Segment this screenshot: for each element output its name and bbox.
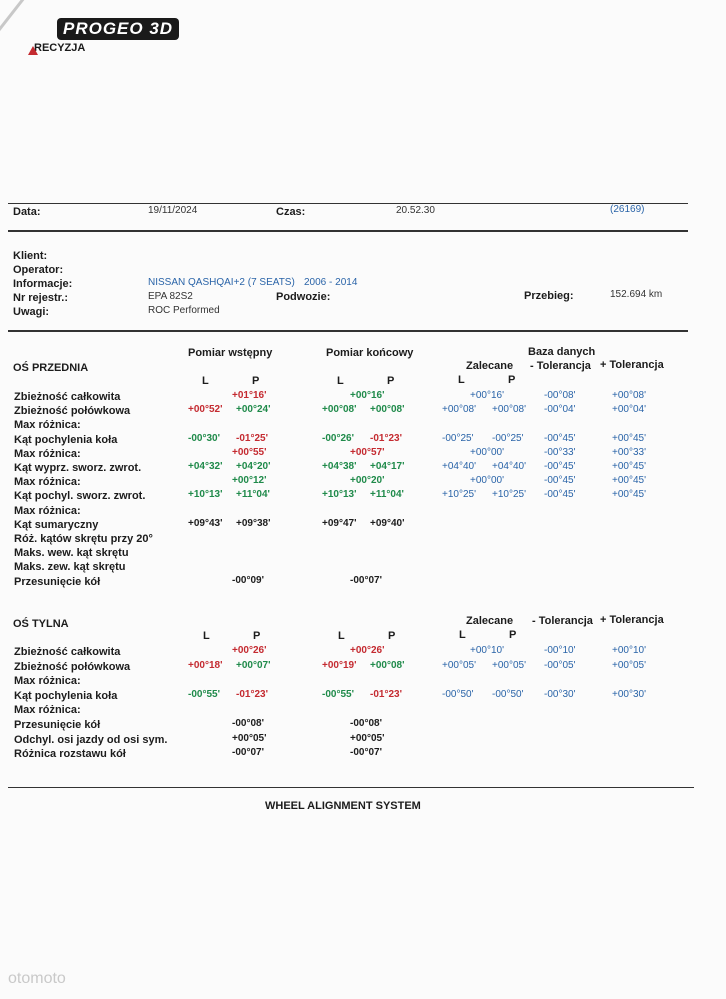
rear-initial-left: +00°18' [188,659,223,671]
rear-tolerance-plus: +00°30' [612,688,646,700]
front-init-p-header: P [252,375,260,387]
front-initial-left: +09°43' [188,517,223,529]
rear-recommended-left: -00°50' [442,688,474,700]
front-row-label: Max różnica: [14,419,81,432]
front-recommended-right: +04°40' [492,461,526,472]
date-value: 19/11/2024 [148,205,198,216]
notes-label: Uwagi: [13,306,50,318]
rear-row-label: Zbieżność połówkowa [14,660,131,673]
progeo-logo [57,18,174,40]
front-rec-p-header: P [508,374,516,386]
front-tolerance-minus: -00°45' [544,475,576,487]
front-initial-left: +00°52' [188,404,223,416]
front-row-label: Max różnica: [14,504,81,517]
rear-rec-l-header: L [459,629,466,641]
rear-final-right: -01°23' [370,688,402,700]
front-row-label: Max różnica: [14,447,81,460]
front-tolerance-minus: -00°45' [544,432,576,444]
front-recommended-right: +10°25' [492,489,526,501]
front-tolerance-minus: -00°33' [544,446,576,458]
front-initial-left: -00°30' [188,432,220,444]
rear-row-label: Odchyl. osi jazdy od osi sym. [14,733,168,746]
front-row-label: Kąt wyprz. sworz. zwrot. [14,462,142,474]
front-recommended-right: -00°25' [492,432,524,444]
rear-row-label: Max różnica: [14,704,81,717]
rear-final-right: +00°08' [370,659,405,671]
rear-initial-total: +00°26' [232,645,267,656]
rear-recommended-total: +00°10' [470,645,504,656]
front-row-label: Kąt sumaryczny [14,518,99,531]
front-tolerance-plus: +00°45' [612,489,646,501]
date-label: Data: [13,206,41,218]
vehicle-model: NISSAN QASHQAI+2 (7 SEATS) [148,277,295,288]
front-tolerance-plus: +00°04' [612,404,646,416]
front-final-right: +11°04' [370,489,404,501]
front-fin-l-header: L [337,375,344,387]
front-row-label: Kąt pochyl. sworz. zwrot. [14,490,146,503]
rear-recommended-left: +00°05' [442,659,476,671]
front-row-label: Róż. kątów skrętu przy 20° [14,533,153,545]
front-row-label: Maks. zew. kąt skrętu [14,561,126,574]
front-recommended-total: +00°00' [470,446,504,458]
front-tolerance-plus: +00°33' [612,446,646,458]
rear-init-l-header: L [203,630,210,642]
front-initial-right: -01°25' [236,432,268,444]
rear-final-total: -00°07' [350,747,382,759]
front-initial-right: +09°38' [236,517,271,529]
front-initial-right: +11°04' [236,489,270,501]
header-top-rule [8,203,688,204]
rear-fin-l-header: L [338,630,345,642]
registration-value: EPA 82S2 [148,291,193,302]
front-initial-total: +01°16' [232,390,267,401]
rear-row-label: Zbieżność całkowita [14,646,121,658]
front-tolerance-minus: -00°04' [544,404,576,416]
front-initial-right: +00°24' [236,404,271,416]
front-axle-title: OŚ PRZEDNIA [13,362,89,374]
front-final-right: -01°23' [370,432,402,444]
front-initial-total: +00°12' [232,475,267,487]
rear-rec-p-header: P [509,629,517,641]
rear-col-tolplus-header: + Tolerancja [600,614,664,626]
rear-row-label: Różnica rozstawu kół [14,748,126,761]
col-database-header: Baza danych [528,346,596,358]
col-initial-header: Pomiar wstępny [188,347,273,359]
time-value: 20.52.30 [396,205,435,216]
front-final-left: +04°38' [322,461,357,472]
front-tolerance-plus: +00°45' [612,432,646,444]
front-recommended-left: +04°40' [442,461,476,472]
rear-tolerance-plus: +00°05' [612,659,646,671]
rear-row-label: Kąt pochylenia koła [14,689,118,702]
front-initial-total: -00°09' [232,574,264,586]
scan-streak [0,0,34,42]
notes-value: ROC Performed [148,305,220,316]
rear-recommended-right: +00°05' [492,659,526,671]
rear-final-total: +00°05' [350,732,385,744]
front-recommended-total: +00°00' [470,475,504,487]
vehicle-years: 2006 - 2014 [304,277,358,288]
info-bottom-rule [8,330,688,332]
front-initial-total: +00°55' [232,446,267,458]
front-fin-p-header: P [387,375,395,387]
rear-tolerance-minus: -00°10' [544,645,576,656]
front-initial-left: +04°32' [188,461,223,472]
rear-col-recommended-header: Zalecane [466,615,514,627]
logo-sub-text: RECYZJA [34,42,86,54]
rear-initial-left: -00°55' [188,688,220,700]
info-label: Informacje: [13,278,73,290]
rear-row-label: Max różnica: [14,675,81,688]
client-label: Klient: [13,250,48,262]
operator-label: Operator: [13,264,64,276]
front-initial-right: +04°20' [236,461,271,472]
rear-tolerance-minus: -00°05' [544,659,576,671]
logo-triangle-icon [28,46,38,55]
front-final-total: +00°16' [350,390,385,401]
front-tolerance-minus: -00°08' [544,390,576,401]
front-row-label: Zbieżność połówkowa [14,405,131,418]
watermark-text: otomoto [8,970,66,987]
rear-final-total: +00°26' [350,645,385,656]
front-final-left: +00°08' [322,404,357,416]
rear-tolerance-minus: -00°30' [544,688,576,700]
rear-tolerance-plus: +00°10' [612,645,646,656]
header-bottom-rule [8,230,688,232]
chassis-label: Podwozie: [276,291,331,303]
front-rec-l-header: L [458,374,465,386]
front-final-right: +04°17' [370,461,405,472]
rear-final-left: +00°19' [322,659,357,671]
rear-col-tolminus-header: - Tolerancja [532,615,593,627]
front-recommended-left: +10°25' [442,489,476,501]
rear-row-label: Przesunięcie kół [14,719,101,731]
footer-title: WHEEL ALIGNMENT SYSTEM [265,800,421,812]
rear-final-total: -00°08' [350,718,382,729]
logo-brand-text: PROGEO 3D [57,18,179,40]
front-init-l-header: L [202,375,209,387]
front-row-label: Max różnica: [14,476,81,489]
front-tolerance-minus: -00°45' [544,461,576,472]
rear-initial-total: -00°08' [232,718,264,729]
front-final-right: +09°40' [370,517,405,529]
rear-recommended-right: -00°50' [492,688,524,700]
rear-initial-right: +00°07' [236,659,271,671]
rear-init-p-header: P [253,630,261,642]
front-final-left: -00°26' [322,432,354,444]
front-row-label: Zbieżność całkowita [14,391,121,403]
col-tolminus-header: - Tolerancja [530,360,591,372]
mileage-label: Przebieg: [524,290,574,302]
front-recommended-right: +00°08' [492,404,526,416]
front-tolerance-minus: -00°45' [544,489,576,501]
front-recommended-left: +00°08' [442,404,476,416]
front-initial-left: +10°13' [188,489,223,501]
front-final-left: +09°47' [322,517,357,529]
front-row-label: Przesunięcie kół [14,575,101,588]
front-recommended-left: -00°25' [442,432,474,444]
front-row-label: Kąt pochylenia koła [14,433,118,446]
col-recommended-header: Zalecane [466,360,514,372]
front-final-right: +00°08' [370,404,405,416]
rear-final-left: -00°55' [322,688,354,700]
col-tolplus-header: + Tolerancja [600,359,664,371]
rear-fin-p-header: P [388,630,396,642]
time-label: Czas: [276,206,306,218]
col-final-header: Pomiar końcowy [326,347,414,359]
front-tolerance-plus: +00°08' [612,390,646,401]
front-final-total: -00°07' [350,574,382,586]
front-row-label: Maks. wew. kąt skrętu [14,547,129,560]
front-final-total: +00°57' [350,446,385,458]
record-id: (26169) [610,204,645,215]
rear-initial-total: -00°07' [232,747,264,759]
front-final-total: +00°20' [350,475,385,487]
mileage-value: 152.694 km [610,289,663,300]
front-tolerance-plus: +00°45' [612,475,646,487]
rear-initial-total: +00°05' [232,732,267,744]
rear-initial-right: -01°23' [236,688,268,700]
front-tolerance-plus: +00°45' [612,461,646,472]
footer-rule [8,787,694,788]
rear-axle-title: OŚ TYLNA [13,618,69,630]
front-recommended-total: +00°16' [470,390,504,401]
registration-label: Nr rejestr.: [13,292,69,304]
front-final-left: +10°13' [322,489,357,501]
